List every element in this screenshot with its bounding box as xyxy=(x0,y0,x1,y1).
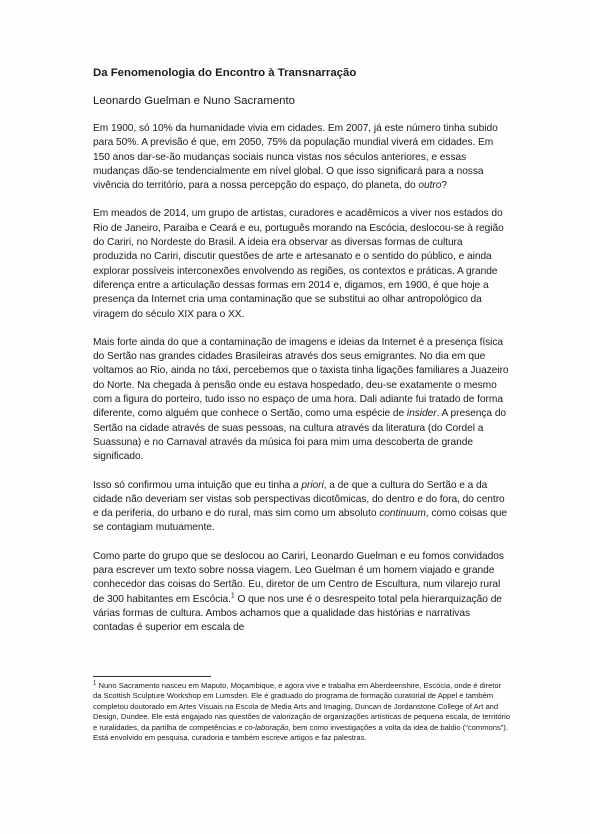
footnote xyxy=(93,681,511,743)
paragraph-5-text: Como parte do grupo que se deslocou ao Cariri, Leonardo Guelman e eu fomos convidados para escrever um texto sobre nossa viagem. Leo Guelman é um homem viajado e grande conhecedor das coisas do Sertão. Eu, diretor de um Centro de Escultura, num vilarejo rural de 300 habitantes em Escócia. xyxy=(93,550,504,605)
paragraph-5 xyxy=(93,550,509,636)
paragraph-4-middle: , a de que a cultura do Sertão e a da cidade não deveriam ser vistas sob perspectivas dicotômicas, do dentro e do fora, do centro e da periferia, do urbano e do rural, mas sim como um absoluto xyxy=(93,479,505,520)
document-title: Da Fenomenologia do Encontro à Transnarração xyxy=(93,67,357,79)
paragraph-4-italic-1: a priori xyxy=(292,479,324,491)
paragraph-4-text: Isso só confirmou uma intuição que eu tinha xyxy=(93,479,293,491)
paragraph-2 xyxy=(93,207,509,321)
paragraph-1-end: ? xyxy=(441,180,447,192)
paragraph-4-end: , como coisas que se contagiam mutuamente. xyxy=(93,508,508,534)
footnote-italic: co-laboração xyxy=(244,722,289,732)
paragraph-4 xyxy=(93,479,509,536)
paragraph-3-end: . A presença do Sertão na cidade através de suas pessoas, na cultura através da literatura (do Cordel a Suassuna) e no Carnaval através da música foi para mim uma descoberta de grande significado. xyxy=(93,408,507,463)
footnote-reference[interactable]: 1 xyxy=(230,592,235,600)
paragraph-1-text: Em 1900, só 10% da humanidade vivia em cidades. Em 2007, já este número tinha subido para 50%. A previsão é que, em 2050, 75% da população mundial viverá em cidades. Em 150 anos dar-se-ão mudanças sociais nunca vistas nos séculos anteriores, e essas mudanças dão-se tendencialmente em nível global. O que isso significará para a nossa vivência do território, para a nossa percepção do espaço, do planeta, do xyxy=(93,123,498,192)
document-body xyxy=(93,66,509,650)
document-authors: Leonardo Guelman e Nuno Sacramento xyxy=(93,95,295,107)
footnote-end: , bem como investigações a volta da idea de baldio (“commons”). Está envolvido em pesquisa, curadoria e também escreve artigos e faz palestras. xyxy=(93,722,508,743)
paragraph-3-italic: insider xyxy=(406,408,437,420)
footnote-text: Nuno Sacramento nasceu em Maputo, Moçambique, e agora vive e trabalha em Aberdeenshire, Escócia, onde é diretor da Scottish Sculpture Workshop em Lumsden. Ele é graduado do programa de formação curatorial de Appel e também completou doutorado em Artes Visuais na Escola de Media Arts and Imaging, Duncan de Jordanstone College of Art and Design, Dundee. Ele está engajado nas questões de valorização de organizações artísticas de pequena escala, de território e ruralidades, da partilha de competências e xyxy=(93,681,511,732)
paragraph-5-end: O que nos une é o desrespeito total pela hierarquização de várias formas de cultura. Ambos achamos que a qualidade das histórias e narrativas contadas é superior em escala de xyxy=(93,593,502,634)
paragraph-3 xyxy=(93,336,509,465)
paragraph-1 xyxy=(93,122,509,193)
paragraph-1-italic: outro xyxy=(418,180,442,192)
paragraph-3-text: Mais forte ainda do que a contaminação de imagens e ideias da Internet é a presença física do Sertão nas grandes cidades Brasileiras através dos seus emigrantes. No dia em que voltamos ao Rio, ainda no táxi, percebemos que o taxista tinha ligações familiares a Juazeiro do Norte. Na chegada à pensão onde eu estava hospedado, deu-se exatamente o mesmo com a figura do porteiro, tudo isso no espaço de uma hora. Dali adiante fui tratado de forma diferente, como alguém que conhece o Sertão, como uma espécie de xyxy=(93,336,509,420)
paragraph-2-text: Em meados de 2014, um grupo de artistas, curadores e acadêmicos a viver nos estados do Rio de Janeiro, Paraiba e Ceará e eu, português morando na Escócia, deslocou-se à região do Cariri, no Nordeste do Brasil. A ideia era observar as diversas formas de cultura produzida no Cariri, discutir questões de arte e artesanato e o sentido do público, e ainda explorar possíveis interconexões envolvendo as regiões, os contextos e práticas. A grande diferença entre a articulação dessas formas em 2014 e, digamos, em 1900, é que hoje a presença da Internet cria uma contaminação que se substitui ao olhar antropológico da viragem do século XIX para o XX. xyxy=(93,208,504,320)
footnote-divider xyxy=(93,676,211,677)
paragraph-4-italic-2: continuum xyxy=(379,508,426,520)
footnote-number: 1 xyxy=(93,680,97,687)
